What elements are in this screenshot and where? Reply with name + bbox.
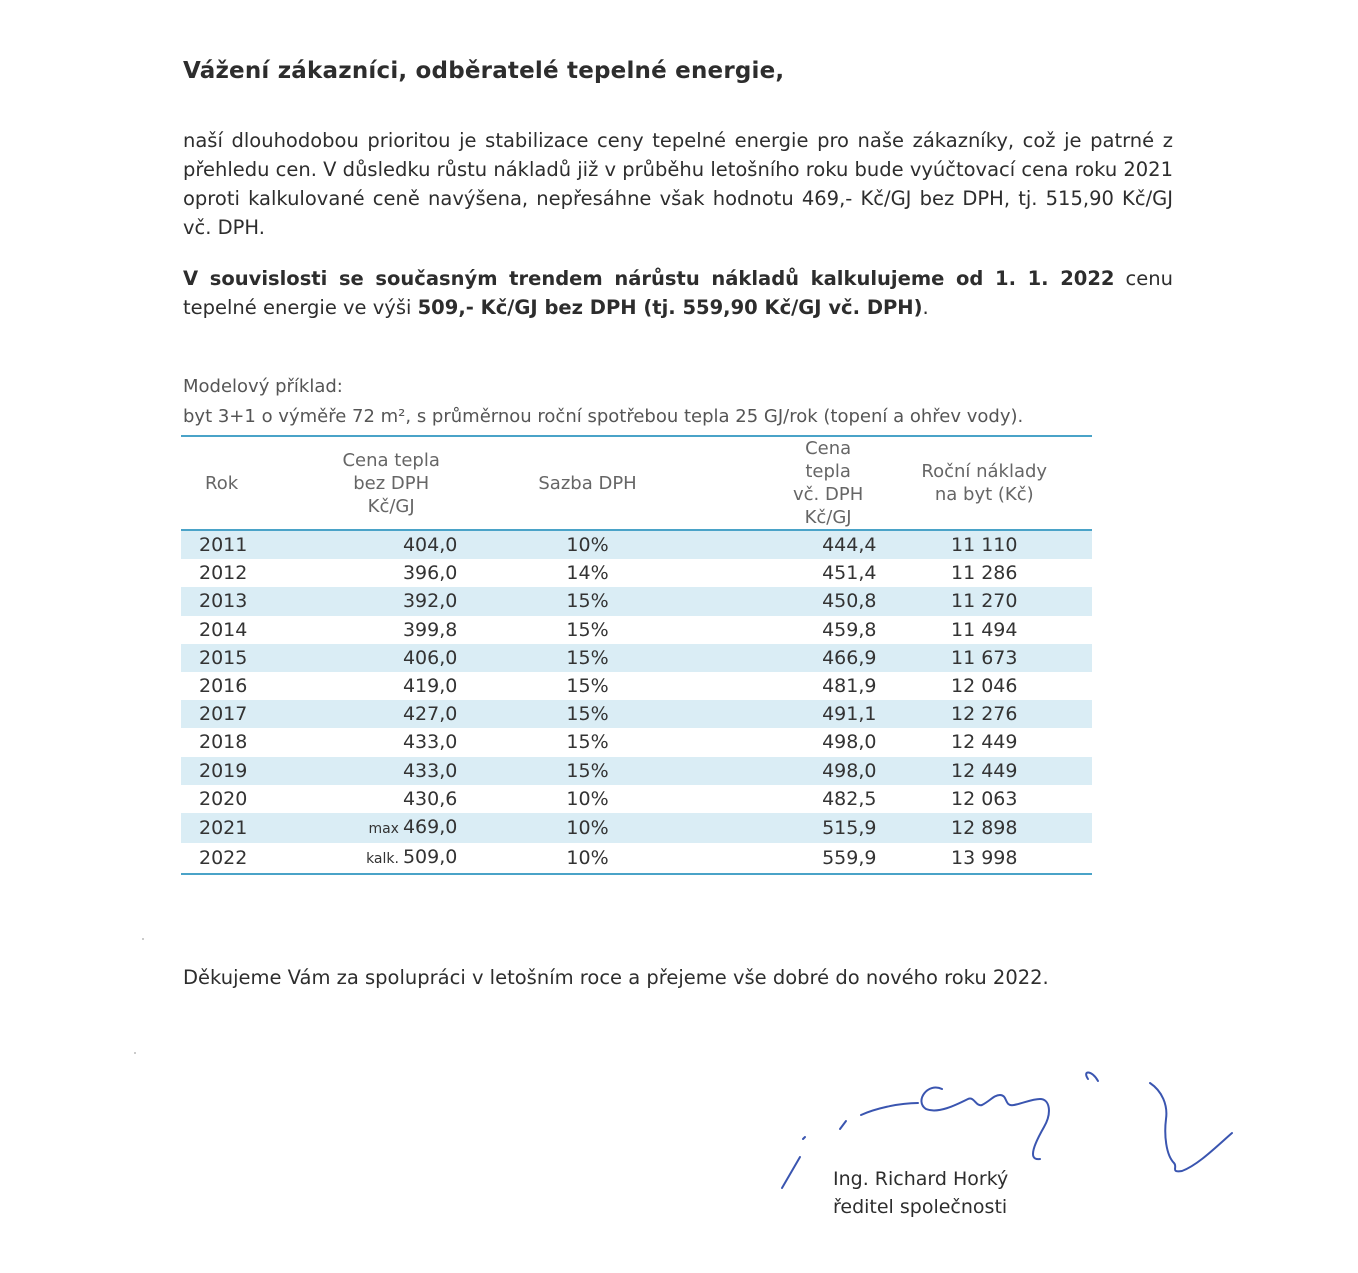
cell-vat: 10%	[566, 787, 609, 810]
header-price-gross-line2: vč. DPH	[792, 484, 864, 505]
cell-year: 2011	[181, 530, 285, 559]
signer-name: Ing. Richard Horký	[833, 1168, 1009, 1190]
cell-price-net	[285, 700, 465, 728]
cell-vat: 15%	[465, 757, 709, 785]
cell-year: 2021	[181, 813, 285, 843]
price-value: 433,0	[402, 731, 458, 754]
cell-price-net	[285, 616, 465, 644]
announcement-text: cenu tepelné energie ve výši	[183, 267, 1173, 319]
cell-year: 2016	[199, 675, 248, 698]
cell-annual-cost: 11 673	[876, 644, 1092, 672]
model-example	[183, 372, 1023, 432]
table-row	[181, 757, 1092, 785]
header-annual-cost	[876, 436, 1092, 530]
cell-price-gross: 451,4	[822, 562, 877, 585]
announcement-price: 509,- Kč/GJ bez DPH (tj. 559,90 Kč/GJ vč. DPH)	[417, 296, 923, 319]
table-row	[181, 728, 1092, 756]
table-row	[181, 672, 1092, 700]
table-row	[181, 530, 1092, 559]
header-price-net-line3: Kč/GJ	[367, 495, 415, 517]
cell-price-gross: 515,9	[710, 813, 877, 843]
price-note: max	[368, 820, 399, 837]
cell-annual-cost: 12 276	[876, 700, 1092, 728]
cell-year: 2012	[199, 562, 248, 585]
cell-vat: 15%	[465, 587, 709, 615]
table-header-row	[181, 436, 1092, 530]
cell-year: 2019	[181, 757, 285, 785]
cell-vat: 15%	[566, 675, 609, 698]
cell-price-gross: 444,4	[710, 530, 877, 559]
cell-price-net	[285, 813, 465, 843]
price-history-table	[181, 435, 1092, 875]
cell-price-gross: 482,5	[822, 787, 877, 810]
price-announcement-paragraph	[183, 264, 1173, 322]
header-price-net-line1: Cena tepla	[342, 449, 440, 471]
cell-price-gross: 459,8	[822, 618, 877, 641]
header-price-gross-line1: Cena tepla	[805, 438, 852, 482]
cell-year: 2015	[181, 644, 285, 672]
price-value: 430,6	[402, 787, 458, 810]
cell-year: 2017	[181, 700, 285, 728]
cell-vat: 10%	[465, 813, 709, 843]
signer-position: ředitel společnosti	[833, 1196, 1008, 1218]
cell-price-net	[285, 757, 465, 785]
cell-price-net	[285, 672, 465, 700]
price-value: 469,0	[402, 815, 458, 838]
announcement-bold-text: V souvislosti se současným trendem nárůstu nákladů kalkulujeme od 1. 1. 2022	[183, 267, 1115, 290]
table-row	[181, 644, 1092, 672]
scan-speck	[142, 938, 144, 940]
cell-annual-cost: 12 898	[876, 813, 1092, 843]
price-value: 419,0	[402, 675, 458, 698]
signer-block	[833, 1165, 1008, 1221]
cell-annual-cost: 11 270	[876, 587, 1092, 615]
cell-annual-cost: 13 998	[951, 846, 1018, 869]
price-value: 399,8	[402, 618, 458, 641]
cell-price-net	[285, 587, 465, 615]
cell-year: 2018	[199, 731, 248, 754]
cell-price-gross: 498,0	[822, 731, 877, 754]
header-annual-cost-line2: na byt (Kč)	[934, 484, 1034, 505]
thanks-text: Děkujeme Vám za spolupráci v letošním roce a přejeme vše dobré do nového roku 2022.	[183, 966, 1049, 989]
table-row	[181, 785, 1092, 813]
cell-price-net	[285, 843, 465, 874]
cell-year: 2022	[199, 846, 248, 869]
cell-price-gross: 491,1	[710, 700, 877, 728]
cell-annual-cost: 11 286	[951, 562, 1018, 585]
cell-price-gross: 450,8	[710, 587, 877, 615]
cell-annual-cost: 12 046	[951, 675, 1018, 698]
table-row	[181, 616, 1092, 644]
price-value: 404,0	[402, 534, 458, 557]
cell-vat: 15%	[465, 644, 709, 672]
cell-vat: 15%	[465, 700, 709, 728]
price-value: 406,0	[402, 646, 458, 669]
price-history-table-container	[181, 435, 1092, 875]
header-price-net-line2: bez DPH	[353, 472, 430, 494]
greeting-heading: Vážení zákazníci, odběratelé tepelné energie,	[183, 58, 785, 84]
announcement-end: .	[922, 296, 929, 319]
cell-annual-cost: 11 494	[951, 618, 1018, 641]
model-example-title: Modelový příklad:	[183, 376, 343, 397]
cell-vat: 10%	[566, 846, 609, 869]
cell-price-gross: 559,9	[822, 846, 877, 869]
price-value: 433,0	[402, 759, 458, 782]
scan-speck	[134, 1052, 136, 1054]
cell-price-net	[285, 785, 465, 813]
price-value: 392,0	[402, 590, 458, 613]
table-row	[181, 813, 1092, 843]
cell-price-gross: 481,9	[822, 675, 877, 698]
cell-annual-cost: 12 449	[951, 731, 1018, 754]
price-value: 427,0	[402, 703, 458, 726]
header-price-gross-line3: Kč/GJ	[804, 507, 852, 528]
cell-annual-cost: 12 449	[876, 757, 1092, 785]
cell-annual-cost: 11 110	[876, 530, 1092, 559]
cell-price-net	[285, 644, 465, 672]
table-row	[181, 559, 1092, 587]
header-price-gross	[710, 436, 877, 530]
cell-price-gross: 498,0	[710, 757, 877, 785]
cell-price-net	[285, 728, 465, 756]
table-body	[181, 530, 1092, 874]
header-price-net	[285, 436, 465, 530]
table-row	[181, 700, 1092, 728]
cell-year: 2013	[181, 587, 285, 615]
header-year: Rok	[181, 436, 285, 530]
cell-price-net	[285, 530, 465, 559]
cell-annual-cost: 12 063	[951, 787, 1018, 810]
price-value: 396,0	[402, 562, 458, 585]
cell-vat: 10%	[465, 530, 709, 559]
cell-year: 2014	[199, 618, 248, 641]
cell-vat: 15%	[566, 731, 609, 754]
header-vat: Sazba DPH	[465, 436, 709, 530]
cell-vat: 15%	[566, 618, 609, 641]
price-note: kalk.	[366, 850, 399, 867]
intro-paragraph: naší dlouhodobou prioritou je stabilizace ceny tepelné energie pro naše zákazníky, což je patrné z přehledu cen. V důsledku růstu nákladů již v průběhu letošního roku bude vyúčtovací cena roku 2021 oproti kalkulované ceně navýšena, nepřesáhne však hodnotu 469,- Kč/GJ bez DPH, tj. 515,90 Kč/GJ vč. DPH.	[183, 129, 1173, 239]
cell-vat: 14%	[566, 562, 609, 585]
cell-year: 2020	[199, 787, 248, 810]
table-row	[181, 587, 1092, 615]
model-example-description: byt 3+1 o výměře 72 m², s průměrnou roční spotřebou tepla 25 GJ/rok (topení a ohřev vody).	[183, 406, 1024, 427]
table-row	[181, 843, 1092, 874]
cell-price-net	[285, 559, 465, 587]
cell-price-gross: 466,9	[710, 644, 877, 672]
price-value: 509,0	[402, 845, 458, 868]
header-annual-cost-line1: Roční náklady	[921, 461, 1048, 482]
